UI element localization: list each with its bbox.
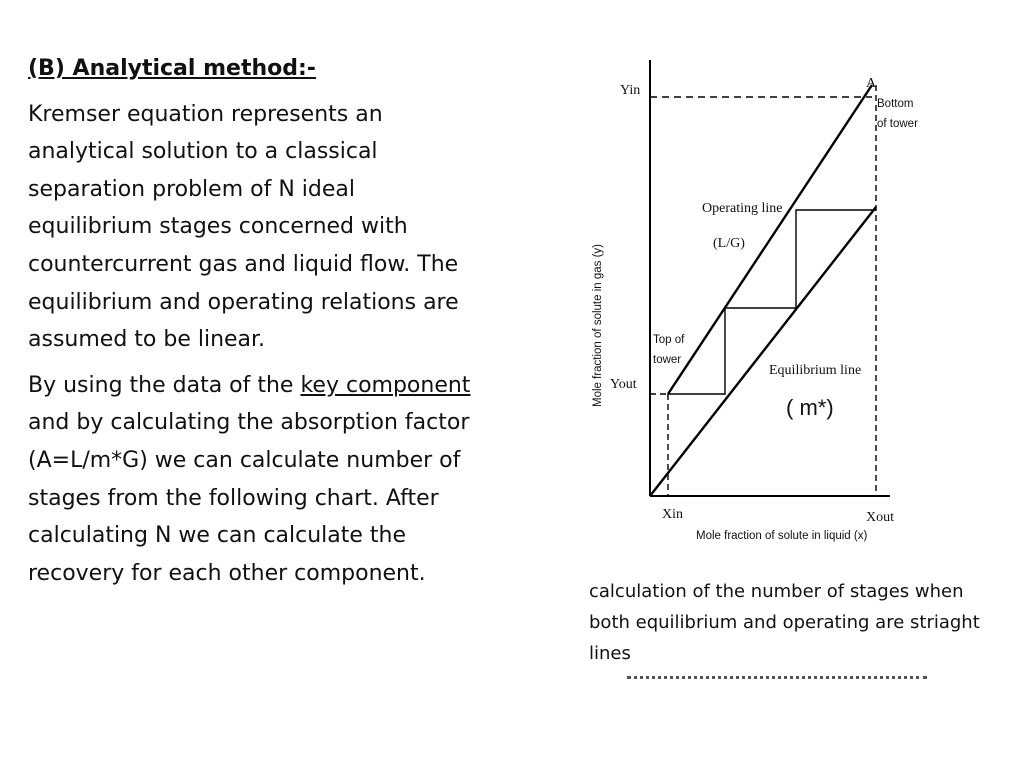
x-axis-title: Mole fraction of solute in liquid (x) bbox=[696, 530, 868, 542]
method-paragraph bbox=[28, 367, 478, 593]
key-component-link[interactable]: key component bbox=[300, 372, 471, 398]
bottom-label-line1: Bottom bbox=[877, 98, 914, 110]
bottom-label-line2: of tower bbox=[877, 118, 918, 130]
xin-label: Xin bbox=[662, 507, 683, 522]
operating-line bbox=[668, 85, 872, 394]
kremser-paragraph: Kremser equation represents an analytical solution to a classical separation problem of N ideal equilibrium stages concerned with countercurrent gas and liquid flow. The equilibrium and operating relations are assumed to be linear. bbox=[28, 101, 459, 353]
yout-label: Yout bbox=[610, 377, 637, 392]
y-axis-title: Mole fraction of solute in gas (y) bbox=[592, 244, 604, 407]
section-heading: (B) Analytical method:- bbox=[28, 56, 316, 81]
method-text-start: By using the data of the bbox=[28, 372, 301, 398]
xout-label: Xout bbox=[866, 510, 894, 525]
text-column bbox=[28, 50, 478, 592]
top-label-line2: tower bbox=[653, 354, 682, 366]
equilibrium-line-label: Equilibrium line bbox=[769, 363, 862, 378]
cut-off-text-fragment bbox=[627, 676, 927, 679]
stage-diagram bbox=[560, 55, 1000, 555]
point-a-label: A bbox=[866, 76, 877, 91]
operating-line-slope: (L/G) bbox=[713, 236, 745, 251]
stage-diagram-svg bbox=[560, 55, 1000, 555]
figure-caption: calculation of the number of stages when both equilibrium and operating are striaght lines bbox=[589, 581, 980, 664]
top-label-line1: Top of bbox=[653, 334, 685, 346]
equilibrium-line-slope: ( m*) bbox=[786, 395, 834, 420]
operating-line-label: Operating line bbox=[702, 201, 783, 216]
method-text-end: and by calculating the absorption factor (A=L/m*G) we can calculate number of stages from the following chart. After calculating N we can calculate the recovery for each other component. bbox=[28, 410, 470, 586]
yin-label: Yin bbox=[620, 83, 641, 98]
